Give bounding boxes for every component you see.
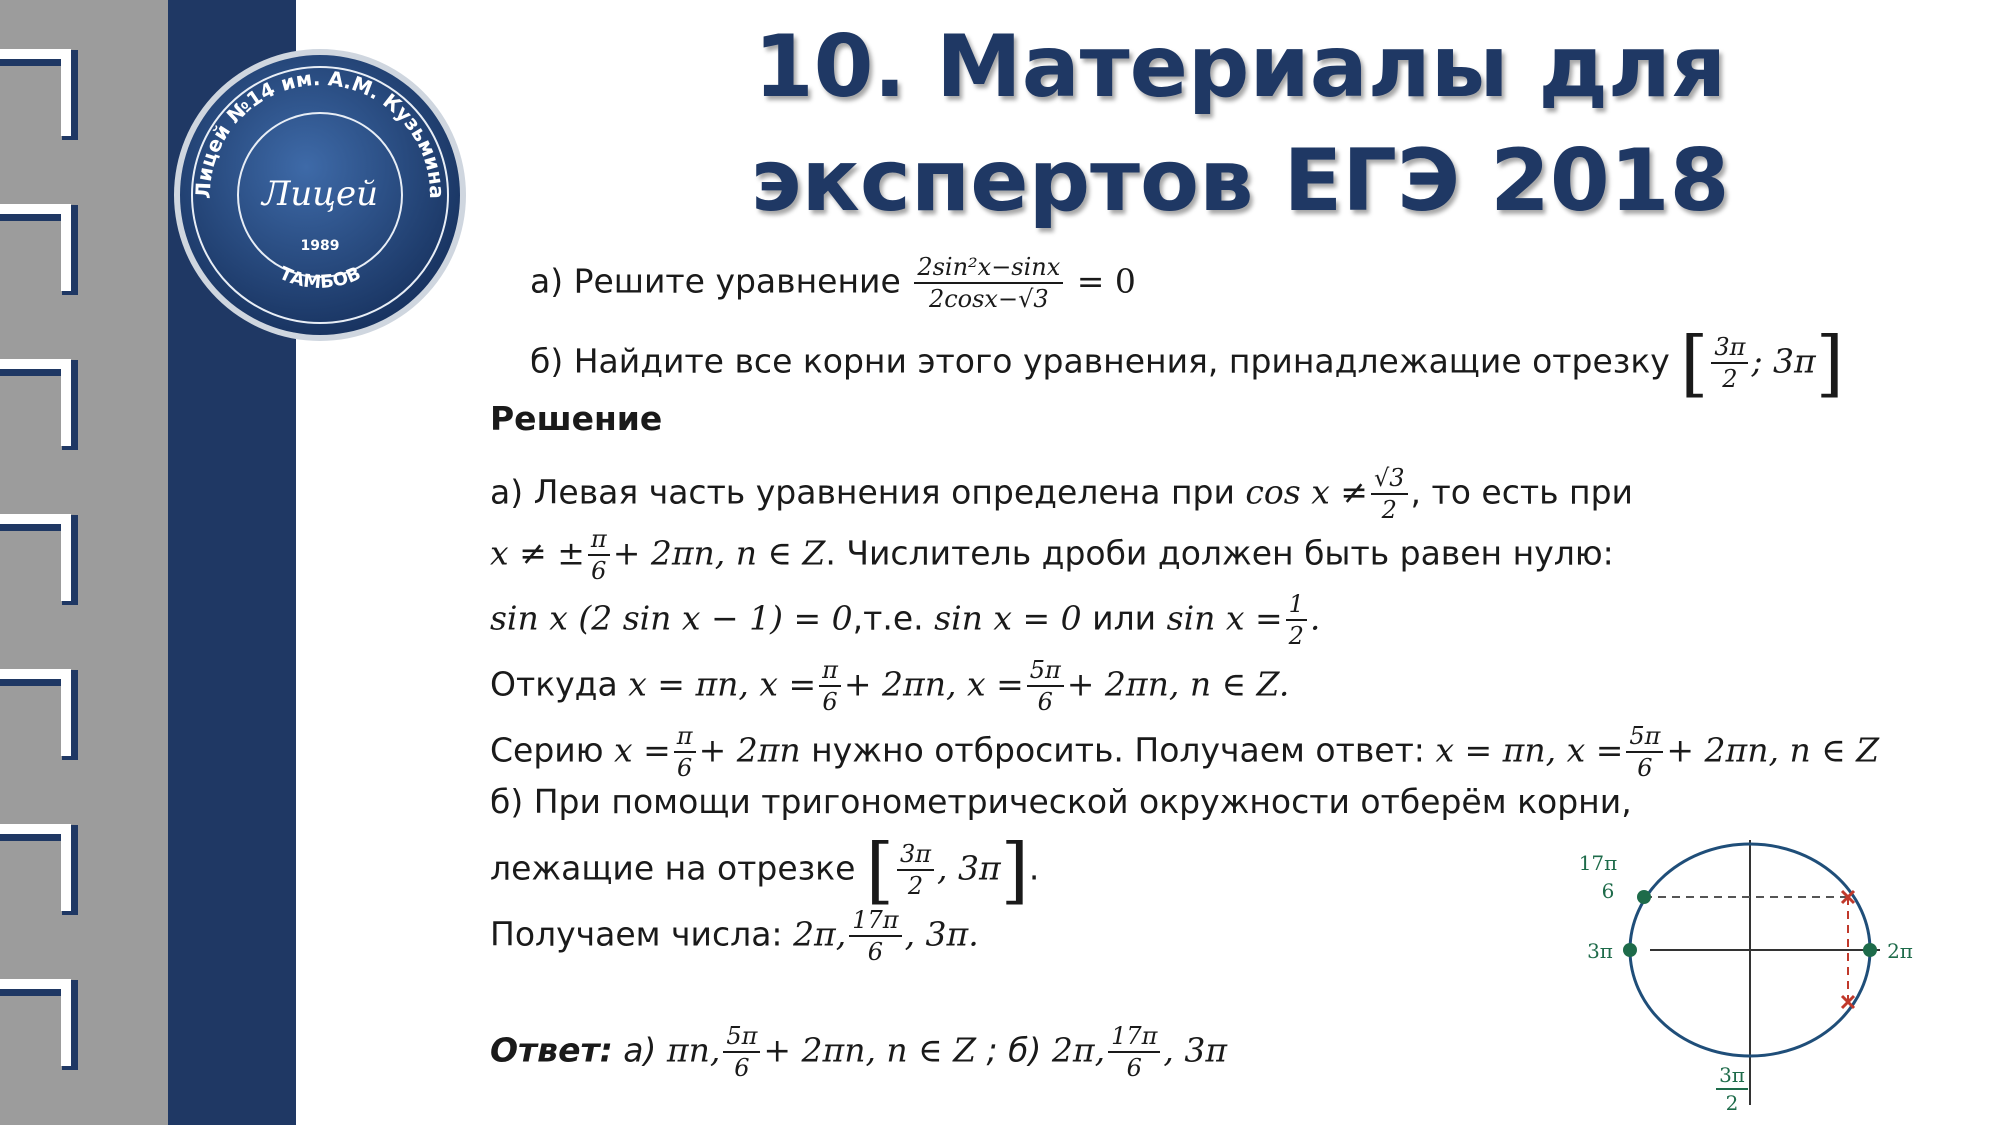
math-expression: 2π, (1051, 1030, 1106, 1070)
solution-text: лежащие на отрезке (490, 848, 856, 888)
binding-ring-icon (0, 970, 95, 1080)
notebook-binding (0, 0, 120, 1125)
task-b: б) Найдите все корни этого уравнения, принадлежащие отрезку [ $\frac{3\pi}{2}$ ; 3π] (530, 321, 1844, 405)
frac-denominator: 6 (1037, 688, 1053, 716)
binding-ring-icon (0, 660, 95, 770)
solution-line-7: лежащие на отрезке [ $\frac{3\pi}{2}$ , 3π]. (490, 828, 1040, 912)
frac-denominator: 6 (867, 938, 884, 966)
fraction (1371, 463, 1408, 525)
solution-heading: Решение (490, 399, 663, 438)
math-expression: x = πn, x = (628, 664, 817, 704)
math-expression: + 2πn, n ∈ Z (612, 533, 826, 573)
math-expression: + 2πn, n ∈ Z (763, 1030, 977, 1070)
slide-title: 10. Материалы для экспертов ЕГЭ 2018 (750, 17, 1730, 231)
label-17pi-num: 17π (1578, 851, 1618, 875)
math-expression: x = (614, 730, 671, 770)
school-logo (170, 45, 470, 345)
answer-part-label: а) (623, 1030, 657, 1070)
frac-denominator: 2 (1381, 496, 1397, 524)
solution-text: . (1028, 848, 1040, 888)
solution-line-1 (490, 463, 1633, 525)
fraction (1027, 655, 1064, 717)
fraction (849, 905, 901, 967)
fraction (1286, 589, 1307, 651)
solution-text: Откуда (490, 664, 618, 704)
frac-denominator: 2 (1722, 365, 1738, 393)
frac-numerator: π (819, 655, 841, 687)
solution-text: или (1092, 598, 1157, 638)
solution-text: Серию (490, 730, 604, 770)
label-3pi-2-num: 3π (1719, 1063, 1745, 1087)
solution-text: а) Левая часть уравнения определена при (490, 472, 1235, 512)
frac-numerator: 3π (1711, 332, 1748, 364)
answer-line (490, 1021, 1227, 1083)
point-3pi (1623, 943, 1637, 957)
frac-numerator: 5π (1027, 655, 1064, 687)
binding-ring-icon (0, 350, 95, 460)
task-b-text: б) Найдите все корни этого уравнения, принадлежащие отрезку (530, 341, 1670, 381)
binding-ring-icon (0, 40, 95, 150)
task-b-fraction (1711, 332, 1748, 394)
frac-denominator: 6 (677, 754, 693, 782)
frac-numerator: 3π (897, 839, 934, 871)
binding-ring-icon (0, 195, 95, 305)
frac-denominator: 2 (907, 872, 924, 900)
frac-denominator: 2 (1288, 622, 1304, 650)
fraction (723, 1021, 760, 1083)
math-expression: sin x = (1166, 598, 1283, 638)
binding-ring-icon (0, 815, 95, 925)
answer-part-label: б) (1008, 1030, 1042, 1070)
solution-line-3 (490, 589, 1320, 651)
fraction (819, 655, 841, 717)
label-17pi-den: 6 (1601, 879, 1615, 903)
math-expression: πn, (666, 1030, 721, 1070)
frac-numerator: 2sin²x−sinx (914, 252, 1063, 284)
answer-label: Ответ: (490, 1030, 613, 1070)
solution-text: , то есть при (1410, 472, 1633, 512)
binding-ring-icon (0, 505, 95, 615)
answer-separator: ; (986, 1030, 998, 1070)
frac-numerator: 5π (1626, 721, 1663, 753)
solution-line-5 (490, 721, 1879, 783)
fraction (1626, 721, 1663, 783)
fraction (1108, 1021, 1160, 1083)
point-17pi-6 (1637, 890, 1651, 904)
svg-text:Лицей: Лицей (261, 174, 379, 214)
math-expression: sin x (2 sin x − 1) = 0 (490, 598, 853, 638)
math-expression: + 2πn, x = (843, 664, 1024, 704)
task-a-text: а) Решите уравнение (530, 261, 901, 301)
label-2pi: 2π (1887, 939, 1913, 963)
math-expression: , 3π. (904, 914, 979, 954)
svg-text:ТАМБОВ: ТАМБОВ (276, 262, 364, 294)
frac-numerator: 5π (723, 1021, 760, 1053)
math-expression: x = πn, x = (1435, 730, 1624, 770)
frac-numerator: 17π (1108, 1021, 1160, 1053)
math-expression: sin x = 0 (934, 598, 1082, 638)
task-a-fraction (914, 252, 1063, 314)
math-expression: x ≠ ± (490, 533, 585, 573)
solution-line-8 (490, 905, 979, 967)
svg-text:Лицей №14 им. А.М. Кузьмина: Лицей №14 им. А.М. Кузьмина (190, 65, 450, 200)
fraction (674, 721, 696, 783)
solution-text: ,т.е. (852, 598, 924, 638)
frac-numerator: π (588, 524, 610, 556)
fraction (588, 524, 610, 586)
frac-denominator: 6 (822, 688, 838, 716)
math-expression: + 2πn, n ∈ Z. (1066, 664, 1290, 704)
math-expression: + 2πn, n ∈ Z (1666, 730, 1880, 770)
solution-line-6: б) При помощи тригонометрической окружности отберём корни, (490, 782, 1632, 821)
math-expression: . (1309, 598, 1321, 638)
math-expression: , 3π (1163, 1030, 1228, 1070)
math-expression: , 3π (937, 848, 1001, 888)
fraction (897, 839, 934, 901)
frac-denominator: 2cosx−√3 (928, 285, 1049, 313)
math-expression: cos x ≠ (1245, 472, 1368, 512)
solution-text: нужно отбросить. Получаем ответ: (811, 730, 1425, 770)
frac-numerator: 1 (1286, 589, 1307, 621)
frac-denominator: 6 (734, 1054, 750, 1082)
frac-numerator: √3 (1371, 463, 1408, 495)
math-expression: + 2πn (698, 730, 801, 770)
frac-denominator: 6 (591, 557, 607, 585)
solution-line-4 (490, 655, 1289, 717)
task-b-tail: ; 3π (1751, 341, 1816, 381)
frac-numerator: π (674, 721, 696, 753)
label-3pi: 3π (1587, 939, 1613, 963)
task-a (530, 252, 1136, 314)
frac-denominator: 6 (1126, 1054, 1142, 1082)
frac-numerator: 17π (849, 905, 901, 937)
solution-line-2 (490, 524, 1614, 586)
point-2pi (1863, 943, 1877, 957)
math-expression: 2π, (793, 914, 847, 954)
svg-text:1989: 1989 (300, 238, 340, 254)
solution-text: . Числитель дроби должен быть равен нулю: (825, 533, 1614, 573)
solution-text: Получаем числа: (490, 914, 783, 954)
label-3pi-2-den: 2 (1725, 1091, 1739, 1115)
task-a-rhs: = 0 (1076, 261, 1136, 301)
trig-circle-diagram (1560, 840, 1950, 1125)
frac-denominator: 6 (1637, 754, 1653, 782)
